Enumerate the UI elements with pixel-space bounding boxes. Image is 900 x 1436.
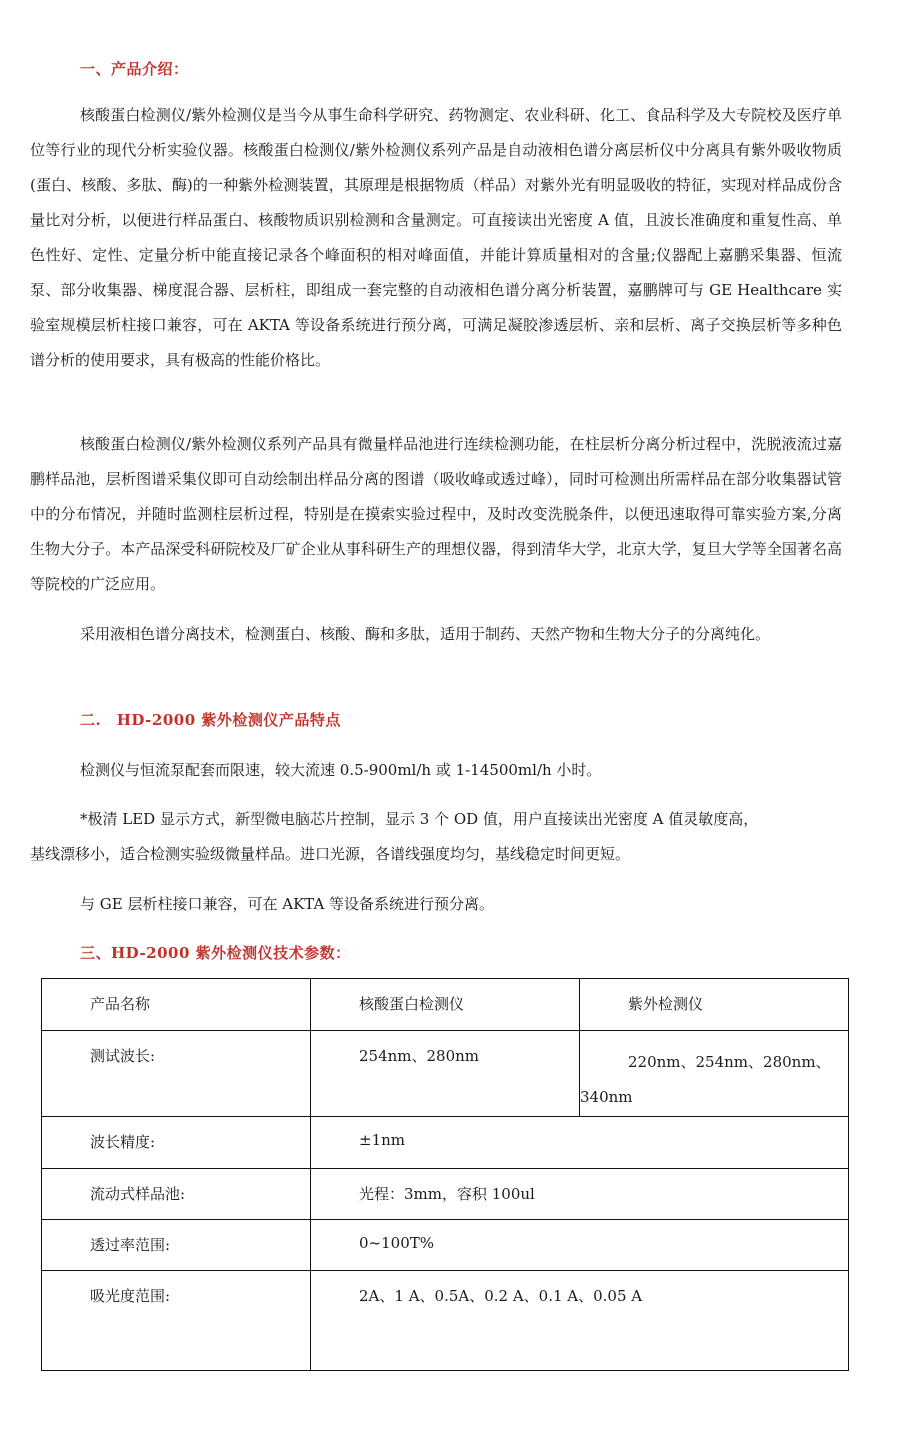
spec-header-nucleic-protein: 核酸蛋白检测仪 [359,995,465,1013]
spec-wavelength-col2-line1: 220nm、254nm、280nm、 [628,1053,831,1071]
feature-compatibility: 与 GE 层析柱接口兼容，可在 AKTA 等设备系统进行预分离。 [80,895,495,913]
intro-paragraph-1: 核酸蛋白检测仪/紫外检测仪是当今从事生命科学研究、药物测定、农业科研、化工、食品科学及大专院校及医疗单位等行业的现代分析实验仪器。核酸蛋白检测仪/紫外检测仪系列产品是自动液相色谱分离层析仪中分离具有紫外吸收物质(蛋白、核酸、多肽、酶)的一种紫外检测装置，其原理是根据物质（样品）对紫外光有明显吸收的特征，实现对样品成份含量比对分析，以便进行样品蛋白、核酸物质识别检测和含量测定。可直接读出光密度 A 值，且波长准确度和重复性高、单色性好、定性、定量分析中能直接记录各个峰面积的相对峰面值，并能计算质量相对的含量;仪器配上嘉鹏采集器、恒流泵、部分收集器、梯度混合器、层析柱，即组成一套完整的自动液相色谱分离分析装置，嘉鹏牌可与 GE Healthcare 实验室规模层析柱接口兼容，可在 AKTA 等设备系统进行预分离，可满足凝胶渗透层析、亲和层析、离子交换层析等多种色谱分析的使用要求，具有极高的性能价格比。 [30,106,842,369]
intro-paragraph-3: 采用液相色谱分离技术，检测蛋白、核酸、酶和多肽，适用于制药、天然产物和生物大分子的分离纯化。 [80,625,771,643]
section-heading-features: 二. HD-2000 紫外检测仪产品特点 [80,711,341,729]
section-heading-specs: 三、HD-2000 紫外检测仪技术参数： [80,944,351,962]
table-row [42,1031,849,1117]
table-row [42,1220,849,1271]
spec-wavelength-col2 [580,1031,848,1115]
feature-display-line-1: *极清 LED 显示方式，新型微电脑芯片控制，显示 3 个 OD 值，用户直接读出光密度 A 值灵敏度高， [80,810,759,828]
section-heading-intro: 一、产品介绍： [80,60,189,78]
table-row [42,979,849,1031]
spec-label-flow-cell: 流动式样品池: [90,1185,186,1203]
spec-label-transmittance: 透过率范围: [90,1236,171,1254]
spec-label-absorbance: 吸光度范围: [90,1287,171,1305]
spec-label-product: 产品名称 [90,995,151,1013]
table-row [42,1169,849,1220]
spec-wavelength-col2-line2: 340nm [580,1088,633,1106]
spec-absorbance-value: 2A、1 A、0.5A、0.2 A、0.1 A、0.05 A [359,1287,643,1305]
spec-label-precision: 波长精度: [90,1133,156,1151]
spec-wavelength-col1: 254nm、280nm [359,1047,480,1065]
table-row [42,1117,849,1169]
spec-header-uv: 紫外检测仪 [628,995,704,1013]
intro-paragraph-2: 核酸蛋白检测仪/紫外检测仪系列产品具有微量样品池进行连续检测功能，在柱层析分离分析过程中，洗脱液流过嘉鹏样品池，层析图谱采集仪即可自动绘制出样品分离的图谱（吸收峰或透过峰），同时可检测出所需样品在部分收集器试管中的分布情况，并随时监测柱层析过程，特别是在摸索实验过程中，及时改变洗脱条件，以便迅速取得可靠实验方案,分离生物大分子。本产品深受科研院校及厂矿企业从事科研生产的理想仪器，得到清华大学，北京大学，复旦大学等全国著名高等院校的广泛应用。 [30,435,842,593]
spec-flow-cell-value: 光程：3mm，容积 100ul [359,1185,535,1203]
feature-flow-rate: 检测仪与恒流泵配套而限速，较大流速 0.5-900ml/h 或 1-14500ml/h 小时。 [80,761,602,779]
spec-precision-value: ±1nm [359,1131,405,1149]
feature-display-line-2: 基线漂移小，适合检测实验级微量样品。进口光源，各谱线强度均匀，基线稳定时间更短。 [30,845,631,863]
spec-table [41,978,849,1371]
spec-transmittance-value: 0~100T% [359,1234,434,1252]
table-row [42,1271,849,1371]
spec-label-wavelength: 测试波长: [90,1047,156,1065]
